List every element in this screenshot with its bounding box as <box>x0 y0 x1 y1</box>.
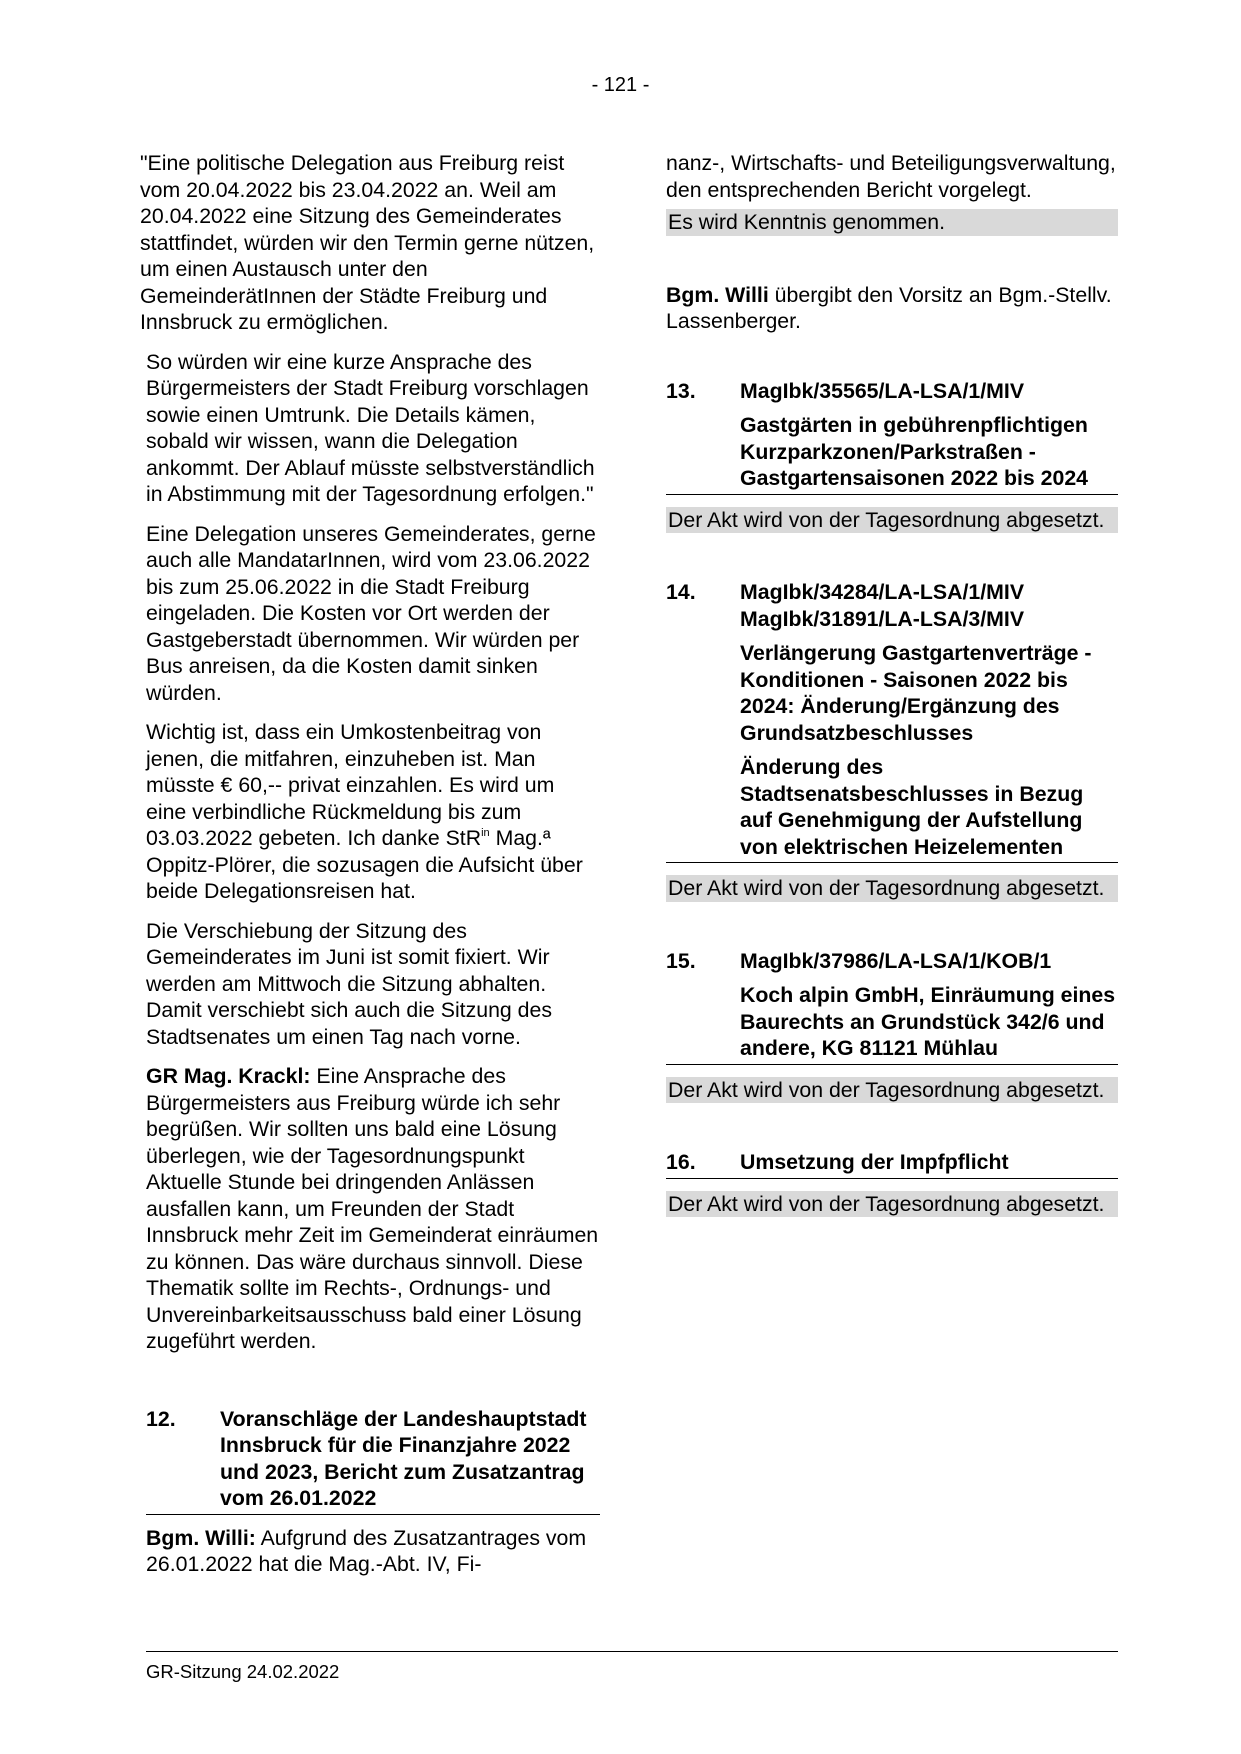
cost-paragraph <box>146 719 600 905</box>
item-15-number: 15. <box>666 948 696 973</box>
item-13-result: Der Akt wird von der Tagesordnung abgesetzt. <box>666 507 1118 534</box>
item-14-title-1: Verlängerung Gastgartenverträge - Konditionen - Saisonen 2022 bis 2024: Änderung/Ergänzung des Grundsatzbeschlusses <box>740 641 1092 745</box>
item-15-code: MagIbk/37986/LA-LSA/1/KOB/1 <box>740 948 1052 973</box>
cost-text-part2: Mag.ª Oppitz-Plörer, die sozusagen die Aufsicht über beide Delegationsreisen hat. <box>146 826 583 903</box>
handover-paragraph <box>666 282 1118 335</box>
footer-rule <box>146 1651 1118 1652</box>
item-14-code-1: MagIbk/34284/LA-LSA/1/MIV <box>740 580 1025 604</box>
agenda-item-13 <box>666 378 1118 495</box>
footer-text: GR-Sitzung 24.02.2022 <box>146 1661 340 1682</box>
krackl-text: Eine Ansprache des Bürgermeisters aus Freiburg würde ich sehr begrüßen. Wir sollten uns bald eine Lösung überlegen, wie der Tagesordnungspunkt Aktuelle Stunde bei dringenden Anlässen ausfallen kann, um Freunden der Stadt Innsbruck mehr Zeit im Gemeinderat einräumen zu können. Das wäre durchaus sinnvoll. Diese Thematik sollte im Rechts-, Ordnungs- und Unvereinbarkeitsausschuss bald einer Lösung zugeführt werden. <box>146 1064 599 1353</box>
item-16-number: 16. <box>666 1150 696 1174</box>
item-15-title: Koch alpin GmbH, Einräumung eines Baurechts an Grundstück 342/6 und andere, KG 81121 Mühlau <box>740 983 1116 1060</box>
willi-text: Aufgrund des Zusatzantrages vom 26.01.2022 hat die Mag.-Abt. IV, Fi- <box>146 1525 587 1576</box>
continuation-paragraph: nanz-, Wirtschafts- und Beteiligungsverwaltung, den entsprechenden Bericht vorgelegt. <box>666 151 1116 202</box>
quote-paragraph-1: "Eine politische Delegation aus Freiburg reist vom 20.04.2022 bis 23.04.2022 an. Weil am 20.04.2022 eine Sitzung des Gemeinderates stattfindet, würden wir den Termin gerne nützen, um einen Austausch unter den GemeinderätInnen der Städte Freiburg und Innsbruck zu ermöglichen. <box>140 151 595 334</box>
item-12-number: 12. <box>146 1406 176 1431</box>
kenntnis-box: Es wird Kenntnis genommen. <box>666 209 1118 236</box>
speaker-krackl: GR Mag. Krackl: <box>146 1064 311 1088</box>
schedule-paragraph: Die Verschiebung der Sitzung des Gemeinderates im Juni ist somit fixiert. Wir werden am Mittwoch die Sitzung abhalten. Damit verschiebt sich auch die Sitzung des Stadtsenates um einen Tag nach vorne. <box>146 918 553 1049</box>
cost-text-part1: Wichtig ist, dass ein Umkostenbeitrag von jenen, die mitfahren, einzuheben ist. Man müsste € 60,-- privat einzahlen. Es wird um eine verbindliche Rückmeldung bis zum 03.03.2022 gebeten. Ich danke StR <box>146 720 555 850</box>
item-14-number: 14. <box>666 580 696 604</box>
superscript-in: in <box>481 827 490 839</box>
page-number: - 121 - <box>591 74 650 96</box>
handover-speaker: Bgm. Willi <box>666 282 769 307</box>
item-13-title: Gastgärten in gebührenpflichtigen Kurzparkzonen/Parkstraßen - Gastgartensaisonen 2022 bis 2024 <box>740 413 1089 490</box>
quote-paragraph-2: So würden wir eine kurze Ansprache des Bürgermeisters der Stadt Freiburg vorschlagen sowie einen Umtrunk. Die Details kämen, sobald wir wissen, wann die Delegation ankommt. Der Ablauf müsste selbstverständlich in Abstimmung mit der Tagesordnung erfolgen." <box>146 349 595 506</box>
handover-text: übergibt den Vorsitz an Bgm.-Stellv. Lassenberger. <box>666 282 1112 333</box>
speaker-willi: Bgm. Willi: <box>146 1525 256 1550</box>
agenda-item-16 <box>666 1149 1118 1179</box>
agenda-item-15 <box>666 948 1118 1065</box>
left-column <box>140 150 600 1591</box>
item-12-title: Voranschläge der Landeshauptstadt Innsbruck für die Finanzjahre 2022 und 2023, Bericht zum Zusatzantrag vom 26.01.2022 <box>220 1406 587 1510</box>
item-14-code-2: MagIbk/31891/LA-LSA/3/MIV <box>740 606 1025 631</box>
item-13-code: MagIbk/35565/LA-LSA/1/MIV <box>740 378 1025 403</box>
item-13-number: 13. <box>666 378 696 403</box>
willi-statement <box>146 1525 600 1578</box>
right-column <box>666 150 1118 1217</box>
item-16-result: Der Akt wird von der Tagesordnung abgesetzt. <box>666 1191 1118 1218</box>
item-14-result: Der Akt wird von der Tagesordnung abgesetzt. <box>666 875 1118 902</box>
agenda-item-12 <box>146 1406 600 1515</box>
agenda-item-14 <box>666 579 1118 863</box>
item-16-title: Umsetzung der Impfpflicht <box>740 1150 1009 1174</box>
item-15-result: Der Akt wird von der Tagesordnung abgesetzt. <box>666 1077 1118 1104</box>
item-14-title-2: Änderung des Stadtsenatsbeschlusses in Bezug auf Genehmigung der Aufstellung von elektrischen Heizelementen <box>740 755 1084 859</box>
krackl-statement <box>146 1063 600 1355</box>
delegation-paragraph: Eine Delegation unseres Gemeinderates, gerne auch alle MandatarInnen, wird vom 23.06.2022 bis zum 25.06.2022 in die Stadt Freiburg eingeladen. Die Kosten vor Ort werden der Gastgeberstadt übernommen. Wir würden per Bus anreisen, da die Kosten damit sinken würden. <box>146 521 596 705</box>
